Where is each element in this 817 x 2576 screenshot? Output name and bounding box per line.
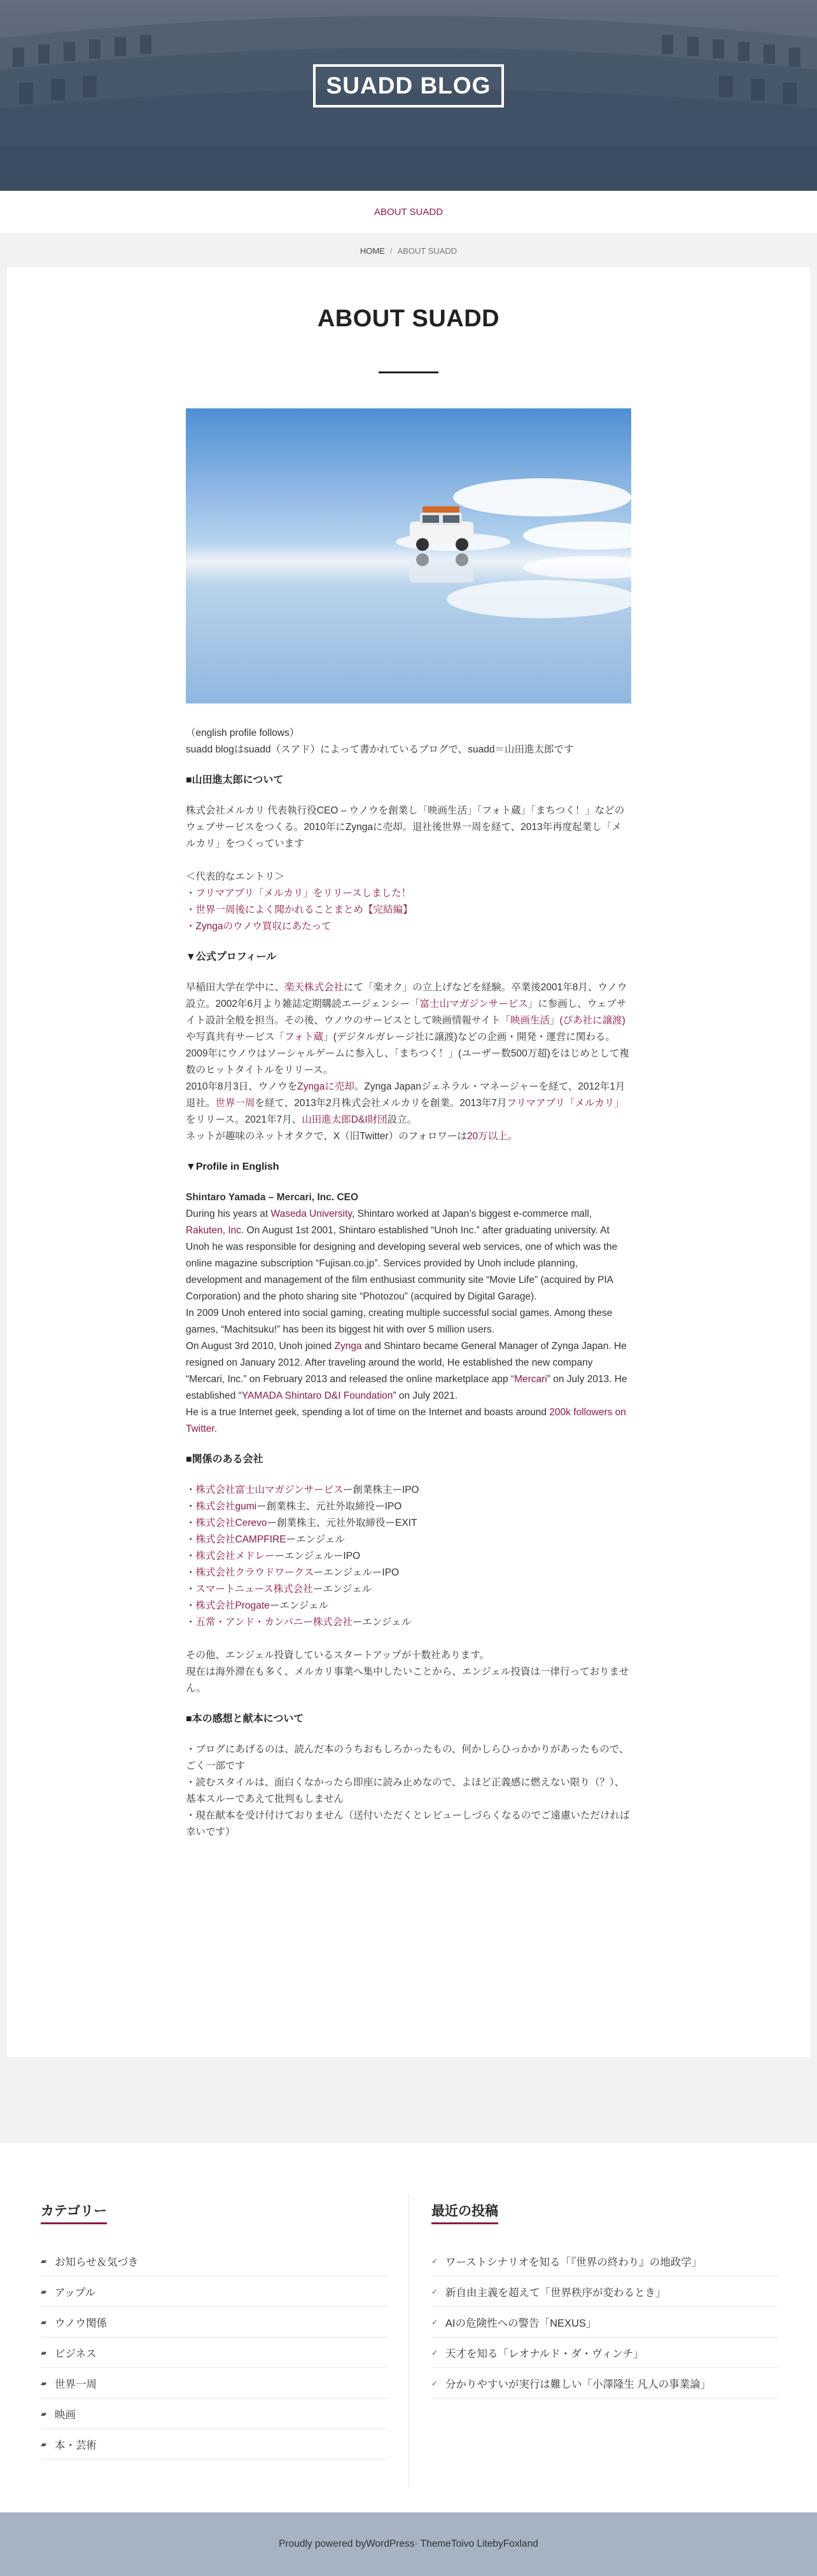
link-fujisan[interactable]: 富士山マガジンサービス — [419, 999, 528, 1009]
main-content — [7, 267, 810, 2057]
category-item[interactable]: ▰ ビジネス — [41, 2337, 388, 2368]
link-foundation-en[interactable]: YAMADA Shintaro D&I Foundation — [241, 1390, 393, 1401]
companies-note: 現在は海外滞在も多く、メルカリ事業へ集中したいことから、エンジェル投資は一律行っておりません。 — [186, 1666, 629, 1694]
link-followers[interactable]: 20万以上 — [466, 1131, 508, 1142]
page-title: ABOUT SUADD — [317, 305, 500, 332]
section-heading-books: ■本の感想と献本について — [186, 1714, 304, 1724]
company-link[interactable]: スマートニュース株式会社 — [195, 1584, 313, 1595]
site-footer: Proudly powered by WordPress · Theme Toivo Lite by Foxland — [0, 2512, 817, 2576]
footer-widgets — [0, 2143, 817, 2512]
recent-posts-widget — [431, 2201, 779, 2399]
main-navigation — [0, 191, 817, 234]
folder-icon: ▰ — [41, 2256, 47, 2266]
link-dei-foundation[interactable]: 山田進太郎D&I財団 — [302, 1114, 388, 1125]
recent-post-item[interactable]: ✓ 分かりやすいが実行は難しい「小澤隆生 凡人の事業論」 — [431, 2368, 779, 2399]
company-item: ・株式会社Cerevoー創業株主、元社外取締役ーEXIT — [186, 1518, 417, 1528]
entry-link-mercari[interactable]: ・フリマアプリ「メルカリ」をリリースしました！ — [186, 888, 412, 899]
english-paragraph-2: In 2009 Unoh entered into social gaming, creating multiple successful social games. Among these games, “Machitsuku!” has been its biggest hit with over 5 million users. — [186, 1308, 613, 1335]
category-item[interactable]: ▰ 映画 — [41, 2399, 388, 2429]
profile-paragraph: 早稲田大学在学中に、楽天株式会社にて「楽オク」の立上げなどを経験。卒業後2001年8月、ウノウ設立。2002年6月より雑誌定期購読エージェンシー「富士山マガジンサービス」に参画し、ウェブサイト設計全般を担当。その後、ウノウのサービスとして映画情報サイト「映画生活」(ぴあ社に譲渡)や写真共有サービス「フォト蔵」(デジタルガレージ社に譲渡)などの企画・開発・運営に関わる。 — [186, 982, 627, 1042]
theme-link[interactable]: Toivo Lite — [450, 2538, 493, 2549]
company-link[interactable]: 株式会社CAMPFIRE — [195, 1534, 286, 1545]
company-link[interactable]: 株式会社富士山マガジンサービス — [195, 1485, 343, 1495]
folder-icon: ▰ — [41, 2348, 47, 2357]
companies-note: その他、エンジェル投資しているスタートアップが十数社あります。 — [186, 1650, 490, 1661]
category-item[interactable]: ▰ 本・芸術 — [41, 2429, 388, 2460]
author-link[interactable]: Foxland — [503, 2538, 538, 2549]
books-item: ・読むスタイルは、面白くなかったら即座に読み止めなので、よほど正義感に燃えない限り（？）、基本スルーであえて批判もしません — [186, 1777, 625, 1804]
link-twitter-followers[interactable]: 200k followers on Twitter — [186, 1407, 626, 1434]
link-world-trip[interactable]: 世界一周 — [215, 1098, 255, 1109]
folder-icon: ▰ — [41, 2378, 47, 2388]
site-title[interactable]: SUADD BLOG — [313, 64, 504, 107]
section-heading-english: ▼Profile in English — [186, 1161, 279, 1172]
company-item: ・株式会社gumiー創業株主、元社外取締役ーIPO — [186, 1501, 402, 1512]
intro-text: suadd blogはsuadd（スアド）によって書かれているブログで、suadd＝山田進太郎です — [186, 744, 574, 755]
english-name: Shintaro Yamada – Mercari, Inc. CEO — [186, 1192, 359, 1203]
category-item[interactable]: ▰ アップル — [41, 2276, 388, 2307]
nav-item-about[interactable]: ABOUT SUADD — [374, 207, 443, 218]
company-item: ・五常・アンド・カンパニー株式会社ーエンジェル — [186, 1617, 412, 1628]
entries-label: ＜代表的なエントリ＞ — [186, 871, 285, 882]
recent-post-item[interactable]: ✓ 新自由主義を超えて「世界秩序が変わるとき」 — [431, 2276, 779, 2307]
check-icon: ✓ — [431, 2348, 438, 2357]
english-paragraph-3: On August 3rd 2010, Unoh joined Zynga and Shintaro became General Manager of Zynga Japan. He resigned on January 2012. After traveling around the world, He established the new company “Mercari, Inc.” on February 2013 and released the online marketplace app “Mercari” on July 2013. He established “YAMADA Shintaro D&I Foundation” on July 2021. — [186, 1341, 627, 1401]
company-link[interactable]: 株式会社クラウドワークス — [195, 1567, 314, 1578]
company-item: ・株式会社メドレーーエンジェルーIPO — [186, 1551, 361, 1562]
company-link[interactable]: 株式会社メドレー — [195, 1551, 275, 1562]
company-item: ・株式会社Progateーエンジェル — [186, 1600, 329, 1611]
link-mercari-app[interactable]: フリマアプリ「メルカリ」 — [506, 1098, 624, 1109]
recent-post-item[interactable]: ✓ 天才を知る「レオナルド・ダ・ヴィンチ」 — [431, 2337, 779, 2368]
link-waseda[interactable]: Waseda University — [270, 1208, 353, 1219]
company-item: ・株式会社CAMPFIREーエンジェル — [186, 1534, 345, 1545]
check-icon: ✓ — [431, 2317, 438, 2327]
check-icon: ✓ — [431, 2256, 438, 2266]
link-photozou[interactable]: フォト蔵 — [284, 1032, 324, 1042]
folder-icon: ▰ — [41, 2439, 47, 2449]
category-item[interactable]: ▰ 世界一周 — [41, 2368, 388, 2399]
recent-posts-title: 最近の投稿 — [431, 2201, 498, 2224]
books-item: ・現在献本を受け付けておりません（送付いただくとレビューしづらくなるのでご遠慮いただければ幸いです） — [186, 1810, 630, 1838]
link-rakuten[interactable]: 楽天株式会社 — [284, 982, 344, 993]
section-heading-profile: ▼公式プロフィール — [186, 952, 277, 962]
company-item: ・株式会社クラウドワークスーエンジェルーIPO — [186, 1567, 400, 1578]
link-eiga-seikatsu[interactable]: 映画生活 — [510, 1015, 550, 1026]
check-icon: ✓ — [431, 2287, 438, 2296]
featured-image-salt-flat-car — [186, 408, 631, 703]
profile-line-2010: 2010年8月3日、ウノウをZyngaに売却。Zynga Japanジェネラル・マネージャーを経て、2012年1月退社。世界一周を経て、2013年2月株式会社メルカリを創業。2013年7月フリマアプリ「メルカリ」をリリース。2021年7月、山田進太郎D&I財団設立。 — [186, 1081, 625, 1125]
recent-post-item[interactable]: ✓ ワーストシナリオを知る「『世界の終わり』の地政学」 — [431, 2246, 779, 2276]
company-link[interactable]: 株式会社gumi — [195, 1501, 257, 1512]
hero-header — [0, 0, 817, 191]
english-paragraph-4: He is a true Internet geek, spending a lot of time on the Internet and boasts around 200k followers on Twitter. — [186, 1407, 626, 1434]
breadcrumb-current: ABOUT SUADD — [397, 246, 457, 256]
category-item[interactable]: ▰ ウノウ関係 — [41, 2307, 388, 2337]
breadcrumb-separator: / — [389, 246, 393, 256]
link-pia[interactable]: (ぴあ社に譲渡) — [559, 1015, 625, 1026]
intro-note: （english profile follows） — [186, 728, 300, 738]
company-link[interactable]: 株式会社Progate — [195, 1600, 270, 1611]
profile-line-2009: 2009年にウノウはソーシャルゲームに参入し、「まちつく！」(ユーザー数500万超)をはじめとして複数のヒットタイトルをリリース。 — [186, 1048, 629, 1076]
link-zynga-sale[interactable]: Zyngaに売却 — [297, 1081, 354, 1092]
recent-post-item[interactable]: ✓ AIの危険性への警告「NEXUS」 — [431, 2307, 779, 2337]
folder-icon: ▰ — [41, 2317, 47, 2327]
wordpress-link[interactable]: WordPress — [366, 2538, 415, 2549]
breadcrumb — [0, 234, 817, 267]
title-divider — [379, 371, 438, 373]
entry-content — [186, 725, 631, 1841]
profile-line-twitter: ネットが趣味のネットオタクで、X（旧Twitter）のフォロワーは20万以上。 — [186, 1131, 518, 1142]
category-item[interactable]: ▰ お知らせ＆気づき — [41, 2246, 388, 2276]
link-zynga-en[interactable]: Zynga — [334, 1341, 362, 1352]
english-paragraph-1: During his years at Waseda University, Shintaro worked at Japan’s biggest e-commerce mall, Rakuten, Inc. On August 1st 2001, Shintaro established “Unoh Inc.” after graduating university. At Unoh he was responsible for designing and developing several web services, one of which was the online magazine subscription “Fujisan.co.jp”. Services provided by Unoh include planning, development and management of the film enthusiast community site “Movie Life” (acquired by PIA Corporation) and the photo sharing site “Photozou” (acquired by Digital Garage). — [186, 1208, 618, 1302]
check-icon: ✓ — [431, 2378, 438, 2388]
folder-icon: ▰ — [41, 2287, 47, 2296]
company-item: ・スマートニュース株式会社ーエンジェル — [186, 1584, 372, 1595]
entry-link-zynga[interactable]: ・Zyngaのウノウ買収にあたって — [186, 921, 332, 932]
link-mercari-en[interactable]: Mercari — [514, 1374, 547, 1385]
about-paragraph: 株式会社メルカリ 代表執行役CEO – ウノウを創業し「映画生活」「フォト蔵」「まちつく！」などのウェブサービスをつくる。2010年にZyngaに売却。退社後世界一周を経て、2013年再度起業し「メルカリ」をつくっています — [186, 805, 625, 849]
categories-widget — [41, 2201, 388, 2460]
company-item: ・株式会社富士山マガジンサービスー創業株主ーIPO — [186, 1485, 419, 1495]
books-item: ・ブログにあげるのは、読んだ本のうちおもしろかったもの、何かしらひっかかりがあったもので、ごく一部です — [186, 1744, 629, 1771]
link-rakuten-en[interactable]: Rakuten, Inc — [186, 1225, 242, 1236]
section-heading-about: ■山田進太郎について — [186, 775, 284, 786]
categories-title: カテゴリー — [41, 2201, 107, 2224]
company-link[interactable]: 五常・アンド・カンパニー株式会社 — [195, 1617, 353, 1628]
breadcrumb-home-link[interactable]: HOME — [360, 246, 385, 256]
company-link[interactable]: 株式会社Cerevo — [195, 1518, 267, 1528]
folder-icon: ▰ — [41, 2409, 47, 2418]
section-heading-companies: ■関係のある会社 — [186, 1454, 263, 1465]
entry-link-world-trip[interactable]: ・世界一周後によく聞かれることまとめ【完結編】 — [186, 904, 413, 915]
widget-divider — [408, 2194, 409, 2487]
